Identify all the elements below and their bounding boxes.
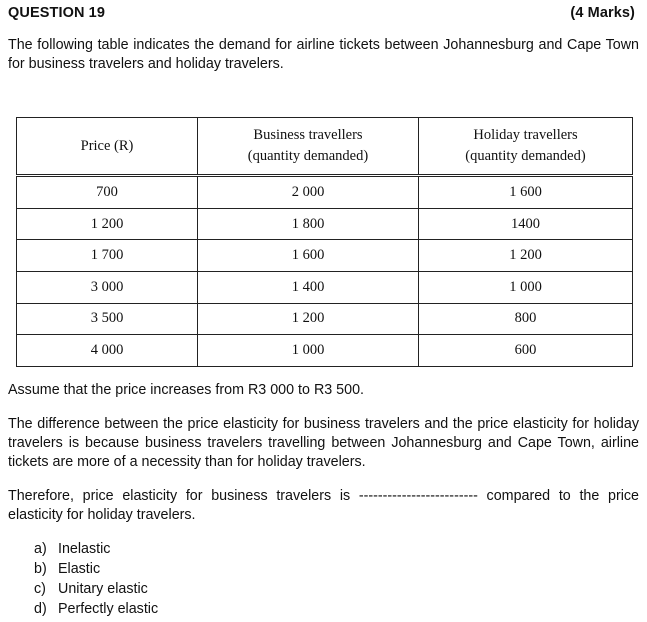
option-letter: d) <box>34 601 47 617</box>
cell-business: 1 400 <box>198 271 419 303</box>
header-business-line2: (quantity demanded) <box>247 148 369 164</box>
cell-price: 3 000 <box>17 271 198 303</box>
demand-table <box>16 117 633 367</box>
cell-business: 1 000 <box>198 335 419 367</box>
statement-text: Therefore, price elasticity for business travelers is ------------------------- compared to the price elasticity for holiday travelers. <box>8 488 639 523</box>
question-title: QUESTION 19 <box>8 5 105 21</box>
cell-business: 2 000 <box>198 176 419 209</box>
header-price: Price (R) <box>17 118 198 176</box>
cell-price: 1 200 <box>17 208 198 240</box>
option-letter: b) <box>34 561 47 577</box>
cell-holiday: 1 200 <box>419 240 633 272</box>
question-header <box>8 5 635 21</box>
header-business-line1: Business travellers <box>253 127 363 143</box>
cell-holiday: 1 600 <box>419 176 633 209</box>
assumption-text: Assume that the price increases from R3 000 to R3 500. <box>8 382 365 398</box>
cell-business: 1 800 <box>198 208 419 240</box>
option-c[interactable] <box>34 579 158 599</box>
table-row <box>17 208 633 240</box>
cell-price: 3 500 <box>17 303 198 335</box>
header-holiday-line1: Holiday travellers <box>473 127 578 143</box>
cell-price: 700 <box>17 176 198 209</box>
cell-holiday: 1 000 <box>419 271 633 303</box>
table-row <box>17 335 633 367</box>
table-row <box>17 303 633 335</box>
cell-holiday: 800 <box>419 303 633 335</box>
option-text: Elastic <box>58 561 101 577</box>
header-holiday <box>419 118 633 176</box>
cell-price: 4 000 <box>17 335 198 367</box>
header-holiday-line2: (quantity demanded) <box>465 148 586 164</box>
table-row <box>17 176 633 209</box>
option-letter: c) <box>34 581 46 597</box>
option-b[interactable] <box>34 559 158 579</box>
table-row <box>17 271 633 303</box>
explanation-text: The difference between the price elasticity for business travelers and the price elasticity for holiday travelers is because business travelers travelling between Johannesburg and Cape Town, airline tickets are more of a necessity than for holiday travelers. <box>8 416 639 470</box>
option-text: Unitary elastic <box>58 581 148 597</box>
cell-business: 1 600 <box>198 240 419 272</box>
answer-options <box>34 539 158 619</box>
table-header-row <box>17 118 633 176</box>
cell-business: 1 200 <box>198 303 419 335</box>
intro-text: The following table indicates the demand for airline tickets between Johannesburg and Cape Town for business travelers and holiday travelers. <box>8 37 639 72</box>
option-text: Perfectly elastic <box>58 601 159 617</box>
cell-holiday: 1400 <box>419 208 633 240</box>
cell-holiday: 600 <box>419 335 633 367</box>
option-text: Inelastic <box>58 541 111 557</box>
table-row <box>17 240 633 272</box>
option-a[interactable] <box>34 539 158 559</box>
option-letter: a) <box>34 541 47 557</box>
header-business <box>198 118 419 176</box>
question-marks: (4 Marks) <box>570 5 635 21</box>
option-d[interactable] <box>34 599 158 619</box>
cell-price: 1 700 <box>17 240 198 272</box>
